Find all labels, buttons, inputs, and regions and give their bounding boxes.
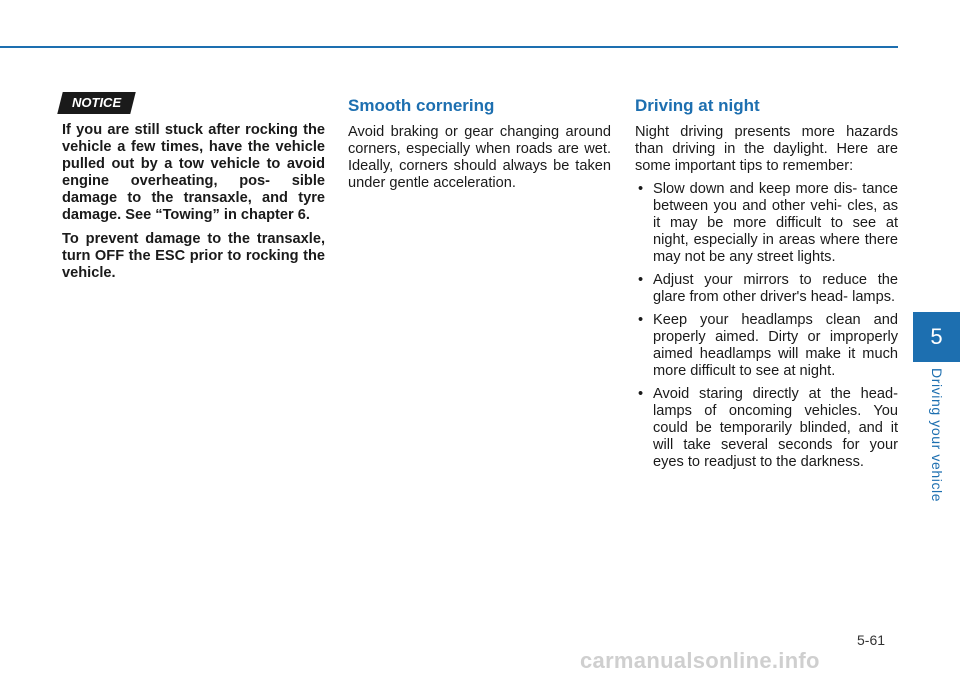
bullet-icon: • [638,272,644,288]
header-rule [0,46,898,48]
chapter-number-tab[interactable]: 5 [913,312,960,362]
notice-column [62,122,325,289]
notice-paragraph: To prevent damage to the transaxle, turn OFF the ESC prior to rocking the vehicle. [62,231,325,281]
tip-text: Adjust your mirrors to reduce the glare from other driver's head- lamps. [653,272,898,305]
list-item [635,312,898,380]
list-item [635,272,898,306]
tips-list [635,181,898,471]
tip-text: Slow down and keep more dis- tance between you and other vehi- cles, as it may be more difficult to see at night, especially in areas where there may not be any street lights. [653,181,898,265]
section-heading: Driving at night [635,96,760,115]
smooth-cornering-section [348,96,611,198]
driving-at-night-section [635,96,898,477]
notice-paragraph: If you are still stuck after rocking the vehicle a few times, have the vehicle pulled out by a tow vehicle to avoid engine overheating, pos- sible damage to the transaxle, and tyre damage. See “Towing” in chapter 6. [62,122,325,223]
chapter-title: Driving your vehicle [929,368,945,503]
notice-badge-label: NOTICE [72,95,122,110]
watermark: carmanualsonline.info [580,648,820,673]
tip-text: Avoid staring directly at the head- lamps of oncoming vehicles. You could be temporarily blinded, and it will take several seconds for your eyes to readjust to the darkness. [653,386,898,470]
section-heading: Smooth cornering [348,96,495,115]
section-intro: Night driving presents more hazards than driving in the daylight. Here are some important tips to remember: [635,124,898,174]
bullet-icon: • [638,181,644,197]
page-number: 5-61 [857,632,886,648]
list-item [635,386,898,471]
bullet-icon: • [638,386,644,402]
bullet-icon: • [638,312,644,328]
tip-text: Keep your headlamps clean and properly aimed. Dirty or improperly aimed headlamps will make it much more difficult to see at night. [653,312,898,379]
section-body: Avoid braking or gear changing around corners, especially when roads are wet. Ideally, corners should always be taken under gentle acceleration. [348,124,611,191]
list-item [635,181,898,266]
notice-badge [57,92,136,114]
